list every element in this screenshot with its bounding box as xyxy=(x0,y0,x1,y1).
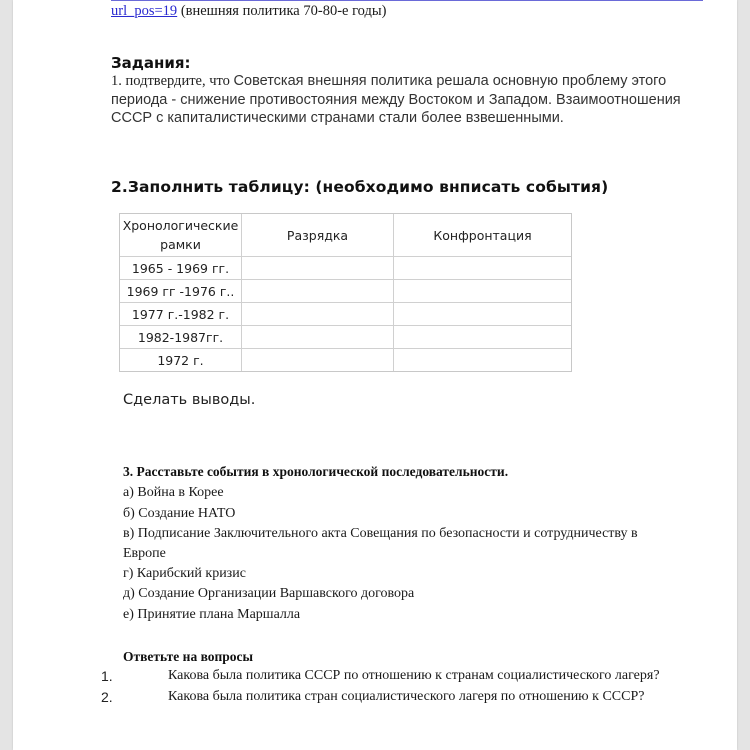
detente-cell[interactable] xyxy=(242,280,394,303)
chronology-title: 3. Расставьте события в хронологической последовательности. xyxy=(123,464,509,479)
source-link[interactable]: url_pos=19 xyxy=(111,3,178,19)
table-row xyxy=(120,349,571,371)
tasks-heading: Задания: xyxy=(111,54,191,72)
confrontation-cell[interactable] xyxy=(394,280,571,303)
questions-title: Ответьте на вопросы xyxy=(123,649,254,664)
question-text: Какова была политика стран социалистического лагеря по отношению к СССР? xyxy=(168,689,645,704)
detente-cell[interactable] xyxy=(242,303,394,326)
chronology-item: а) Война в Корее xyxy=(123,485,224,500)
document-page xyxy=(13,0,737,750)
table-row xyxy=(120,303,571,326)
source-link-suffix: (внешняя политика 70-80-е годы) xyxy=(177,3,387,19)
chronology-item: б) Создание НАТО xyxy=(123,506,236,521)
period-cell: 1965 - 1969 гг. xyxy=(120,257,242,280)
period-cell: 1969 гг -1976 г.. xyxy=(120,280,242,303)
task-1-body: Советская внешняя политика решала основную проблему этого периода - снижение противостояния между Востоком и Западом. Взаимоотношения СССР с капиталистическими странами стали более взвешенными. xyxy=(111,73,681,126)
conclusion-prompt: Сделать выводы. xyxy=(123,392,256,408)
source-link-line xyxy=(111,3,386,20)
period-cell: 1982-1987гг. xyxy=(120,326,242,349)
task-1-lead: 1. подтвердите, что xyxy=(111,73,234,89)
table-row xyxy=(120,280,571,303)
confrontation-cell[interactable] xyxy=(394,349,571,371)
table-row xyxy=(120,326,571,349)
question-text: Какова была политика СССР по отношению к странам социалистического лагеря? xyxy=(168,668,660,683)
header-confrontation: Конфронтация xyxy=(394,214,571,257)
link-underline-top xyxy=(111,0,703,1)
table-header-row xyxy=(120,214,571,257)
table-row xyxy=(120,257,571,280)
confrontation-cell[interactable] xyxy=(394,326,571,349)
events-table xyxy=(119,213,572,372)
confrontation-cell[interactable] xyxy=(394,257,571,280)
question-number: 2. xyxy=(101,689,113,705)
chronology-item: е) Принятие плана Маршалла xyxy=(123,607,301,622)
period-cell: 1977 г.-1982 г. xyxy=(120,303,242,326)
chronology-item: д) Создание Организации Варшавского договора xyxy=(123,586,415,601)
detente-cell[interactable] xyxy=(242,349,394,371)
chronology-item: г) Карибский кризис xyxy=(123,566,246,581)
detente-cell[interactable] xyxy=(242,326,394,349)
header-detente: Разрядка xyxy=(242,214,394,257)
table-section-title: 2.Заполнить таблицу: (необходимо внписать события) xyxy=(111,178,609,196)
header-chronology: Хронологические рамки xyxy=(120,214,242,257)
confrontation-cell[interactable] xyxy=(394,303,571,326)
period-cell: 1972 г. xyxy=(120,349,242,371)
task-1-text xyxy=(111,72,701,128)
chronology-item: в) Подписание Заключительного акта Совещания по безопасности и сотрудничеству в xyxy=(123,526,638,541)
detente-cell[interactable] xyxy=(242,257,394,280)
question-number: 1. xyxy=(101,668,113,684)
chronology-item-continued: Европе xyxy=(123,546,166,561)
